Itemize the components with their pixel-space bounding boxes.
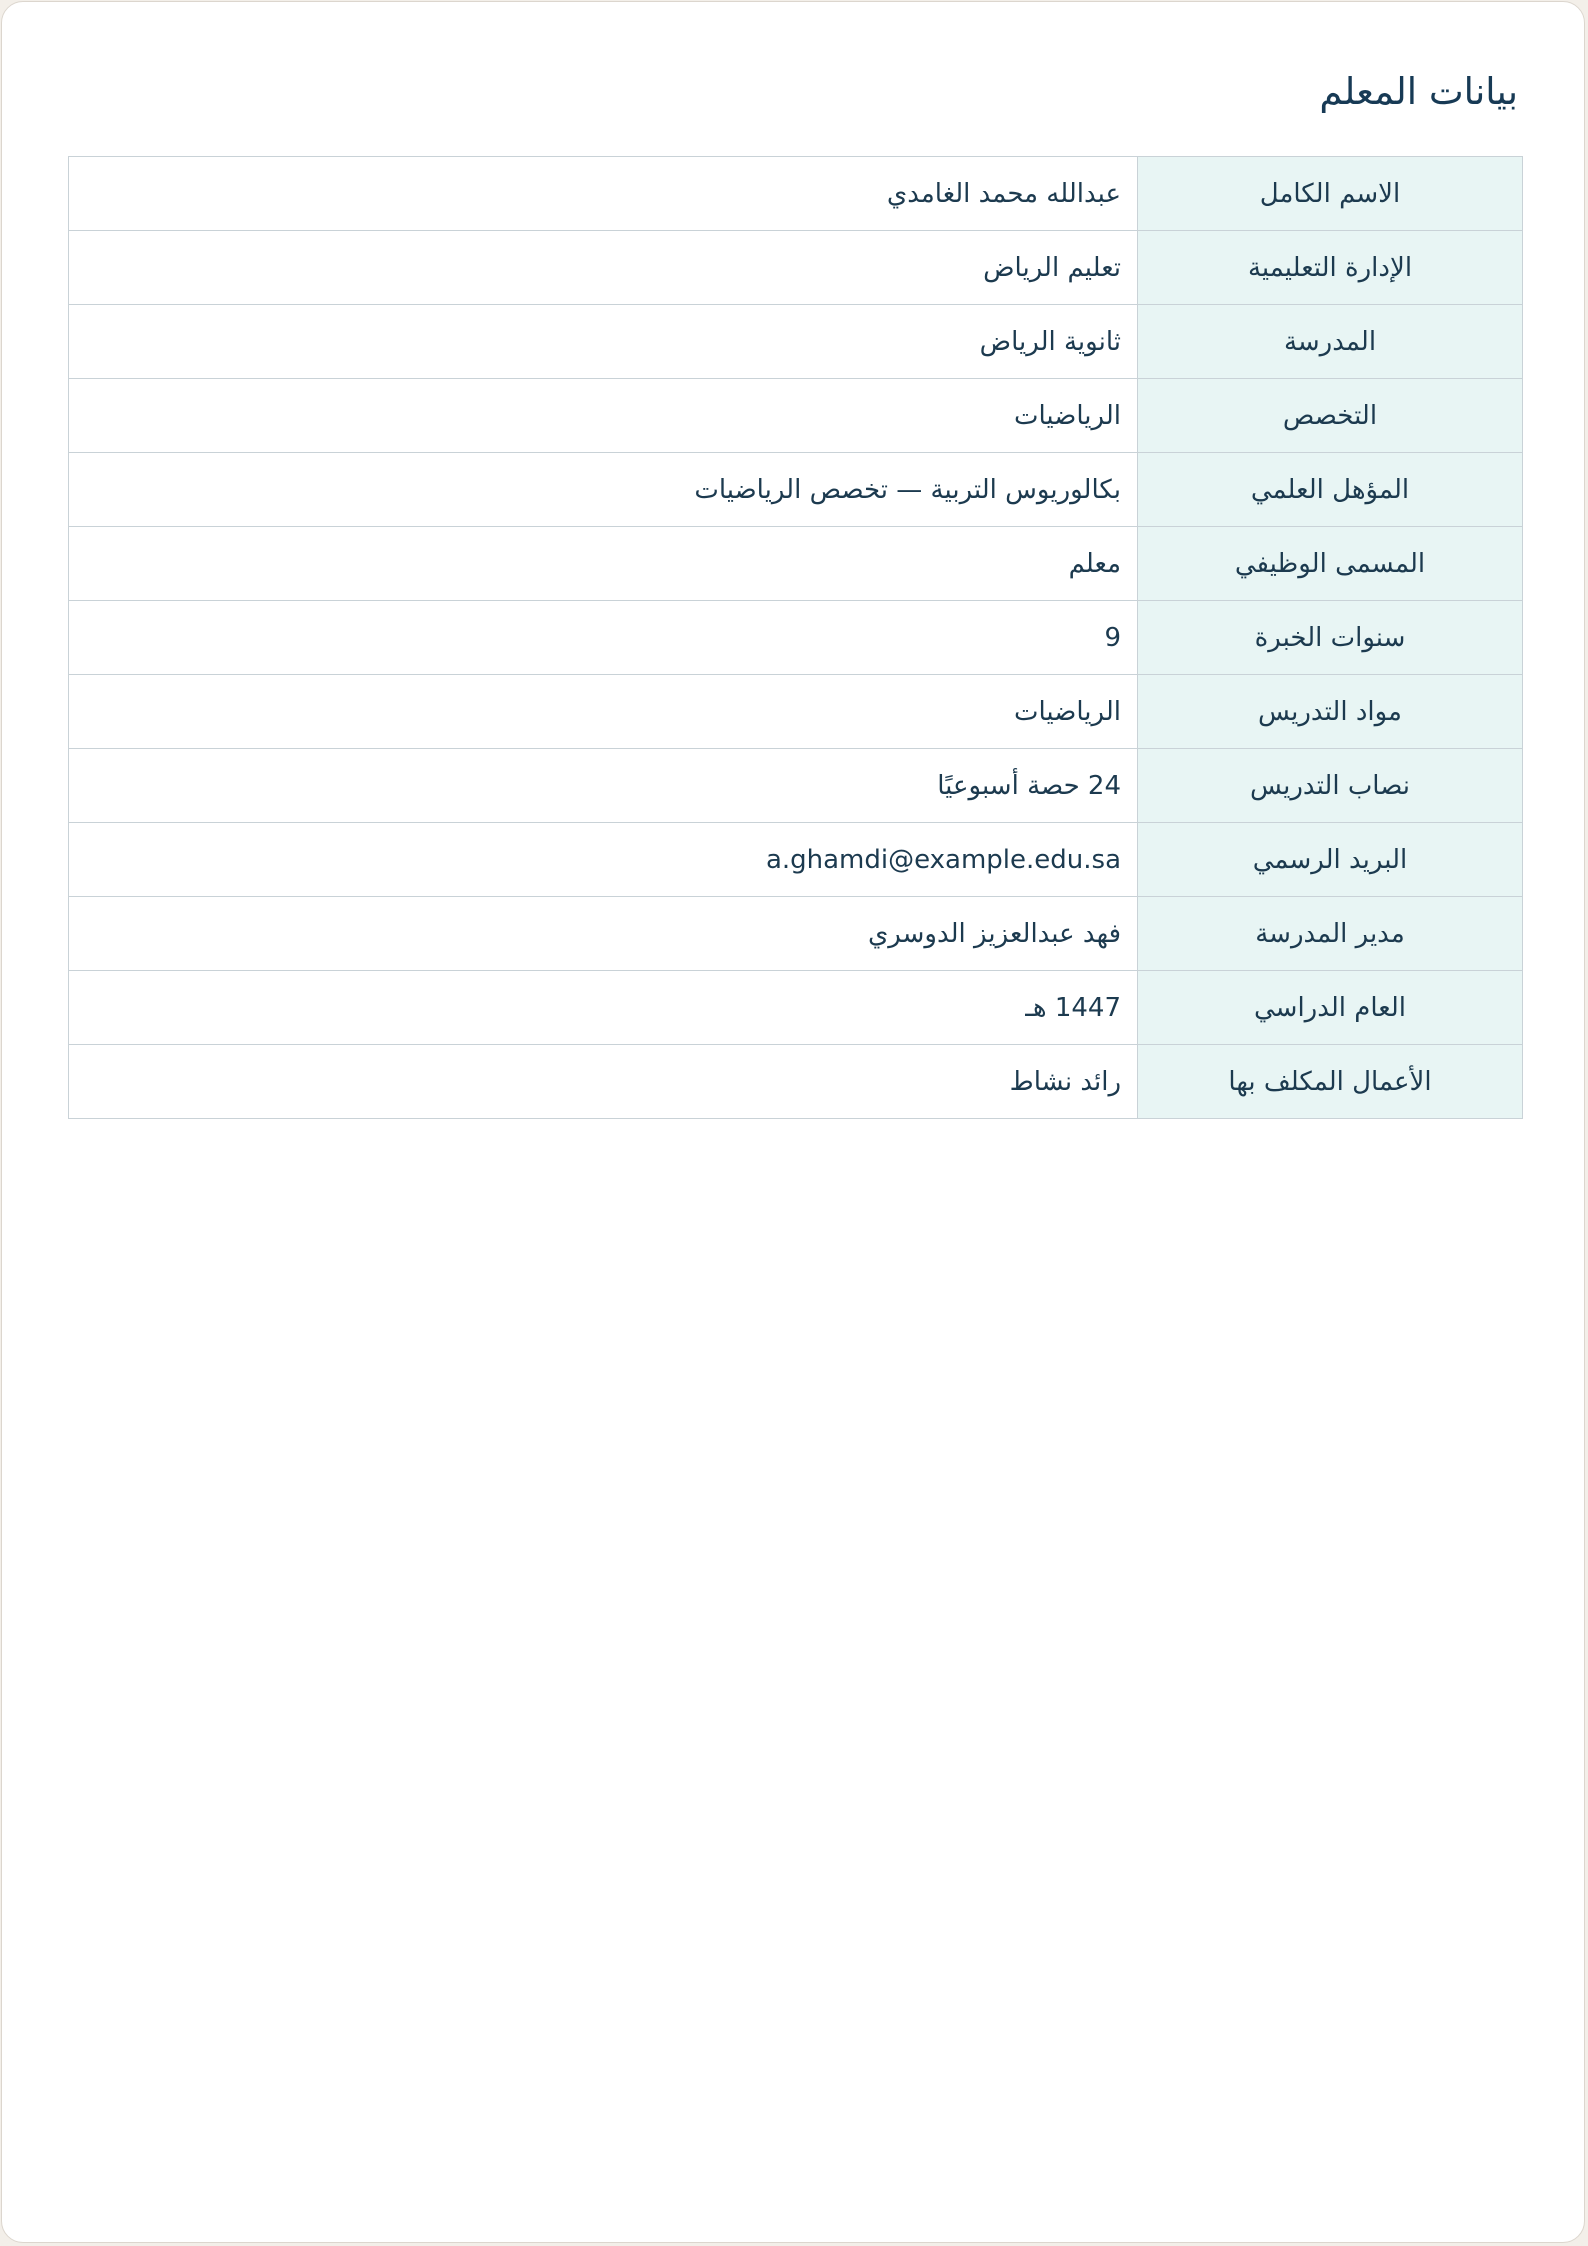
- school-value: ثانوية الرياض: [69, 305, 1138, 379]
- job-title-label: المسمى الوظيفي: [1138, 527, 1523, 601]
- qualification-label: المؤهل العلمي: [1138, 453, 1523, 527]
- assigned-duties-label: الأعمال المكلف بها: [1138, 1045, 1523, 1119]
- full-name-label: الاسم الكامل: [1138, 157, 1523, 231]
- teaching-subjects-label: مواد التدريس: [1138, 675, 1523, 749]
- table-row-full-name: [69, 157, 1523, 231]
- table-row-school: [69, 305, 1523, 379]
- official-email-label: البريد الرسمي: [1138, 823, 1523, 897]
- teacher-info-card: [1, 1, 1585, 2243]
- teaching-subjects-value: الرياضيات: [69, 675, 1138, 749]
- school-principal-value: فهد عبدالعزيز الدوسري: [69, 897, 1138, 971]
- teacher-info-table: [68, 156, 1523, 1119]
- official-email-cell: [69, 823, 1138, 897]
- table-row-education-department: [69, 231, 1523, 305]
- table-row-qualification: [69, 453, 1523, 527]
- assigned-duties-value: رائد نشاط: [69, 1045, 1138, 1119]
- table-row-official-email: [69, 823, 1523, 897]
- education-department-label: الإدارة التعليمية: [1138, 231, 1523, 305]
- experience-years-value: 9: [69, 601, 1138, 675]
- teaching-load-value: 24 حصة أسبوعيًا: [69, 749, 1138, 823]
- table-row-experience-years: [69, 601, 1523, 675]
- academic-year-label: العام الدراسي: [1138, 971, 1523, 1045]
- page-title: بيانات المعلم: [1319, 70, 1518, 113]
- school-principal-label: مدير المدرسة: [1138, 897, 1523, 971]
- specialization-value: الرياضيات: [69, 379, 1138, 453]
- full-name-value: عبدالله محمد الغامدي: [69, 157, 1138, 231]
- official-email-value: a.ghamdi@example.edu.sa: [765, 844, 1121, 875]
- table-row-teaching-load: [69, 749, 1523, 823]
- teaching-load-label: نصاب التدريس: [1138, 749, 1523, 823]
- table-row-assigned-duties: [69, 1045, 1523, 1119]
- table-row-academic-year: [69, 971, 1523, 1045]
- academic-year-value: 1447 هـ: [69, 971, 1138, 1045]
- job-title-value: معلم: [69, 527, 1138, 601]
- table-row-job-title: [69, 527, 1523, 601]
- qualification-value: بكالوريوس التربية — تخصص الرياضيات: [69, 453, 1138, 527]
- table-row-teaching-subjects: [69, 675, 1523, 749]
- specialization-label: التخصص: [1138, 379, 1523, 453]
- education-department-value: تعليم الرياض: [69, 231, 1138, 305]
- experience-years-label: سنوات الخبرة: [1138, 601, 1523, 675]
- table-row-specialization: [69, 379, 1523, 453]
- school-label: المدرسة: [1138, 305, 1523, 379]
- table-row-school-principal: [69, 897, 1523, 971]
